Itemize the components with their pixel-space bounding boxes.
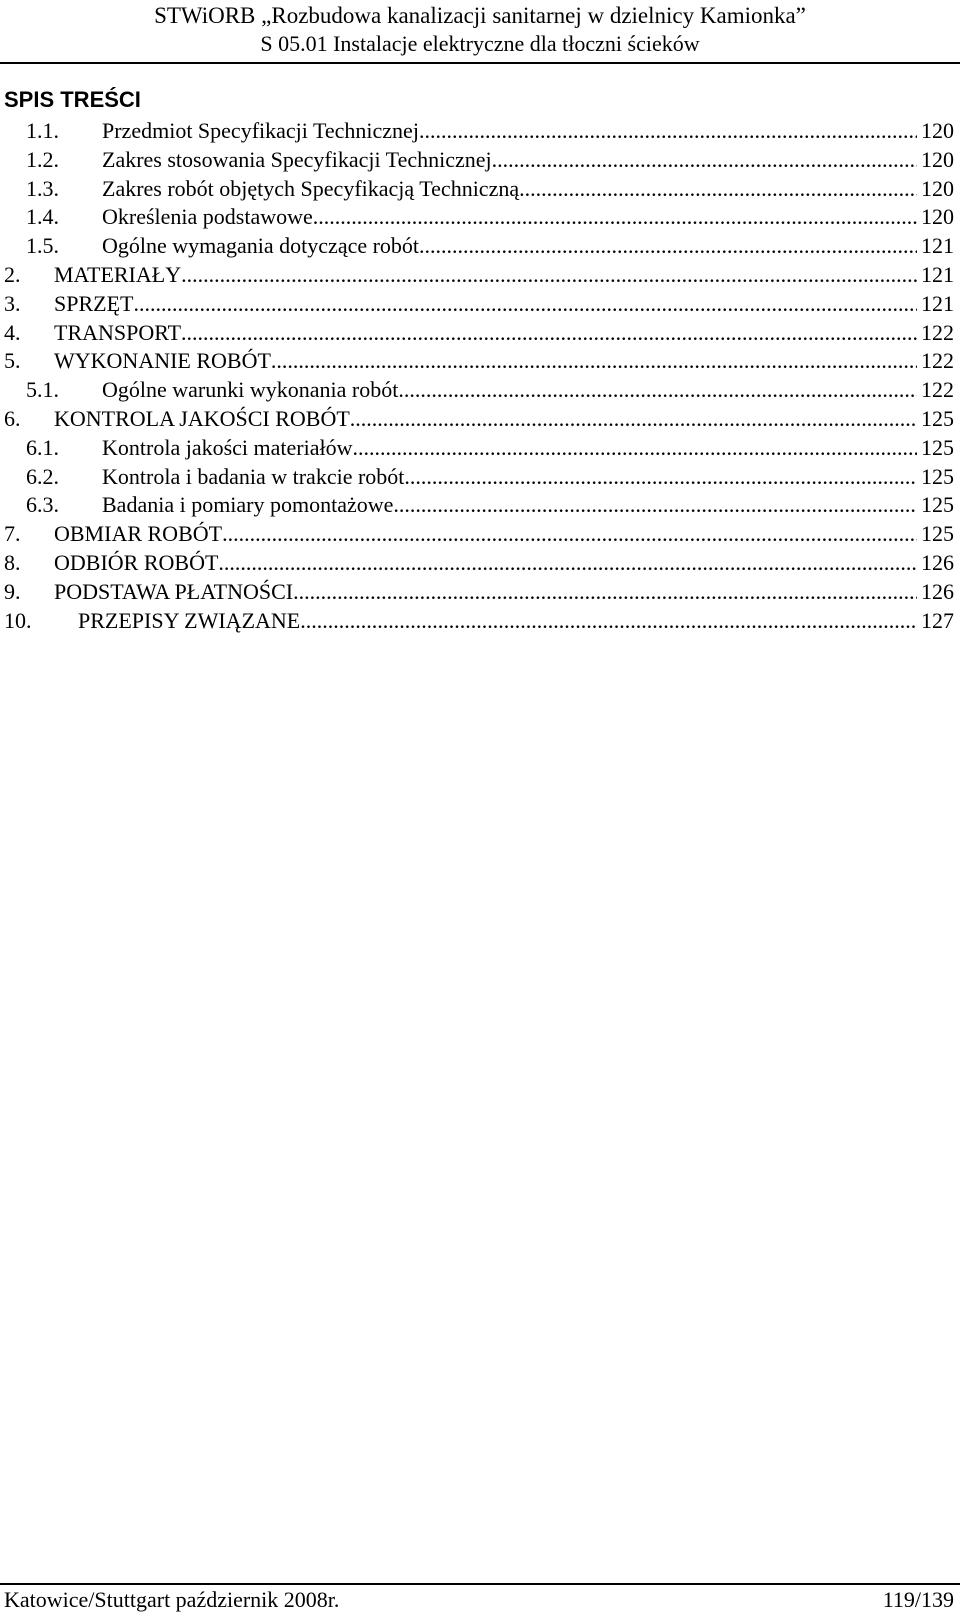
toc-leader-dots [181,261,917,290]
toc-leader-dots [419,117,917,146]
table-of-contents [4,117,954,635]
toc-leader-dots [519,175,917,204]
toc-entry-body [54,290,954,319]
toc-entry-page: 120 [921,118,954,143]
toc-leader-dots [350,405,917,434]
toc-entry-text: Kontrola i badania w trakcie robót [102,463,405,489]
toc-entry-text: ODBIÓR ROBÓT [54,549,219,575]
toc-entry-number: 8. [4,549,21,575]
toc-entry-page: 126 [921,578,954,604]
toc-leader-dots [398,376,917,405]
toc-entry-number: 6.2. [26,463,59,489]
toc-entry-body [102,491,954,520]
toc-entry-text: PODSTAWA PŁATNOŚCI [54,578,294,604]
toc-entry[interactable] [4,117,954,146]
toc-entry[interactable] [4,491,954,520]
page-header [0,0,960,58]
toc-entry-body [54,520,954,549]
toc-entry-body [102,117,954,146]
toc-entry-text: TRANSPORT [54,319,182,345]
toc-entry[interactable] [4,347,954,376]
footer-page-number: 119/139 [882,1587,954,1612]
toc-leader-dots [181,319,917,348]
toc-entry[interactable] [4,146,954,175]
toc-entry-body [54,347,954,376]
toc-entry-body [102,376,954,405]
footer-divider [0,1583,960,1585]
header-title: STWiORB „Rozbudowa kanalizacji sanitarnej w dzielnicy Kamionka” [154,3,806,28]
header-divider [0,62,960,64]
toc-entry-body [54,405,954,434]
toc-entry-number: 7. [4,521,21,547]
toc-entry[interactable] [4,232,954,261]
toc-entry-page: 125 [921,405,954,431]
toc-leader-dots [133,290,917,319]
toc-entry-number: 1.2. [26,146,59,172]
toc-entry[interactable] [4,405,954,434]
toc-entry-page: 125 [921,492,954,518]
toc-entry-page: 125 [921,463,954,489]
toc-entry-number: 1.1. [26,118,59,143]
toc-leader-dots [293,578,917,607]
toc-entry[interactable] [4,549,954,578]
toc-leader-dots [352,434,917,463]
toc-leader-dots [300,607,917,636]
toc-entry-text: Przedmiot Specyfikacji Technicznej [102,118,419,143]
toc-entry-text: MATERIAŁY [54,261,182,287]
toc-leader-dots [419,232,917,261]
toc-entry-body [102,175,954,204]
toc-entry[interactable] [4,261,954,290]
toc-leader-dots [271,347,917,376]
toc-entry-page: 120 [921,204,954,230]
header-subtitle: S 05.01 Instalacje elektryczne dla tłoczni ścieków [260,31,700,56]
toc-entry-body [54,261,954,290]
toc-entry-text: SPRZĘT [54,290,134,316]
toc-entry-number: 2. [4,261,21,287]
toc-leader-dots [218,549,917,578]
toc-entry[interactable] [4,319,954,348]
toc-entry-page: 122 [921,348,954,374]
toc-entry-body [54,549,954,578]
toc-entry-page: 120 [921,175,954,201]
toc-entry-page: 121 [921,290,954,316]
toc-title: SPIS TREŚCI [4,87,141,112]
toc-entry-text: OBMIAR ROBÓT [54,521,223,547]
toc-entry-text: WYKONANIE ROBÓT [54,348,271,374]
toc-entry[interactable] [4,607,954,636]
toc-entry-body [54,578,954,607]
toc-entry-page: 121 [921,261,954,287]
toc-entry-number: 6. [4,405,21,431]
toc-entry[interactable] [4,376,954,405]
toc-entry-number: 1.5. [26,233,59,259]
toc-entry-page: 120 [921,146,954,172]
toc-entry-text: Zakres robót objętych Specyfikacją Techniczną [102,175,520,201]
toc-entry-body [102,203,954,232]
toc-entry-text: KONTROLA JAKOŚCI ROBÓT [54,405,350,431]
toc-entry-number: 5.1. [26,377,59,403]
toc-entry-body [102,463,954,492]
toc-leader-dots [393,491,917,520]
toc-entry-number: 1.4. [26,204,59,230]
toc-entry[interactable] [4,290,954,319]
toc-entry-number: 6.1. [26,434,59,460]
toc-entry-page: 122 [921,319,954,345]
toc-entry-page: 126 [921,549,954,575]
toc-entry-body [54,319,954,348]
toc-entry-page: 122 [921,377,954,403]
toc-leader-dots [222,520,917,549]
toc-entry-number: 4. [4,319,21,345]
toc-entry-number: 5. [4,348,21,374]
toc-entry[interactable] [4,203,954,232]
toc-entry-number: 10. [4,607,32,633]
toc-entry[interactable] [4,520,954,549]
toc-entry-page: 121 [921,233,954,259]
toc-leader-dots [313,203,917,232]
toc-leader-dots [492,146,917,175]
toc-entry-text: Określenia podstawowe [102,204,313,230]
toc-entry[interactable] [4,578,954,607]
toc-entry-number: 6.3. [26,492,59,518]
toc-entry-text: Badania i pomiary pomontażowe [102,492,394,518]
footer-place-date: Katowice/Stuttgart październik 2008r. [4,1587,340,1612]
toc-entry-page: 127 [921,607,954,633]
toc-entry[interactable] [4,434,954,463]
toc-entry-body [102,146,954,175]
toc-entry-body [102,434,954,463]
toc-entry-body [102,232,954,261]
toc-entry-number: 1.3. [26,175,59,201]
toc-entry-text: Kontrola jakości materiałów [102,434,353,460]
toc-entry-page: 125 [921,434,954,460]
toc-entry-text: PRZEPISY ZWIĄZANE [78,607,301,633]
toc-entry-body [78,607,954,636]
toc-entry[interactable] [4,175,954,204]
toc-entry-page: 125 [921,521,954,547]
toc-entry-number: 9. [4,578,21,604]
toc-entry-text: Ogólne wymagania dotyczące robót [102,233,420,259]
toc-leader-dots [404,463,917,492]
toc-entry-text: Zakres stosowania Specyfikacji Technicznej [102,146,492,172]
toc-entry-number: 3. [4,290,21,316]
toc-entry[interactable] [4,463,954,492]
toc-entry-text: Ogólne warunki wykonania robót [102,377,399,403]
